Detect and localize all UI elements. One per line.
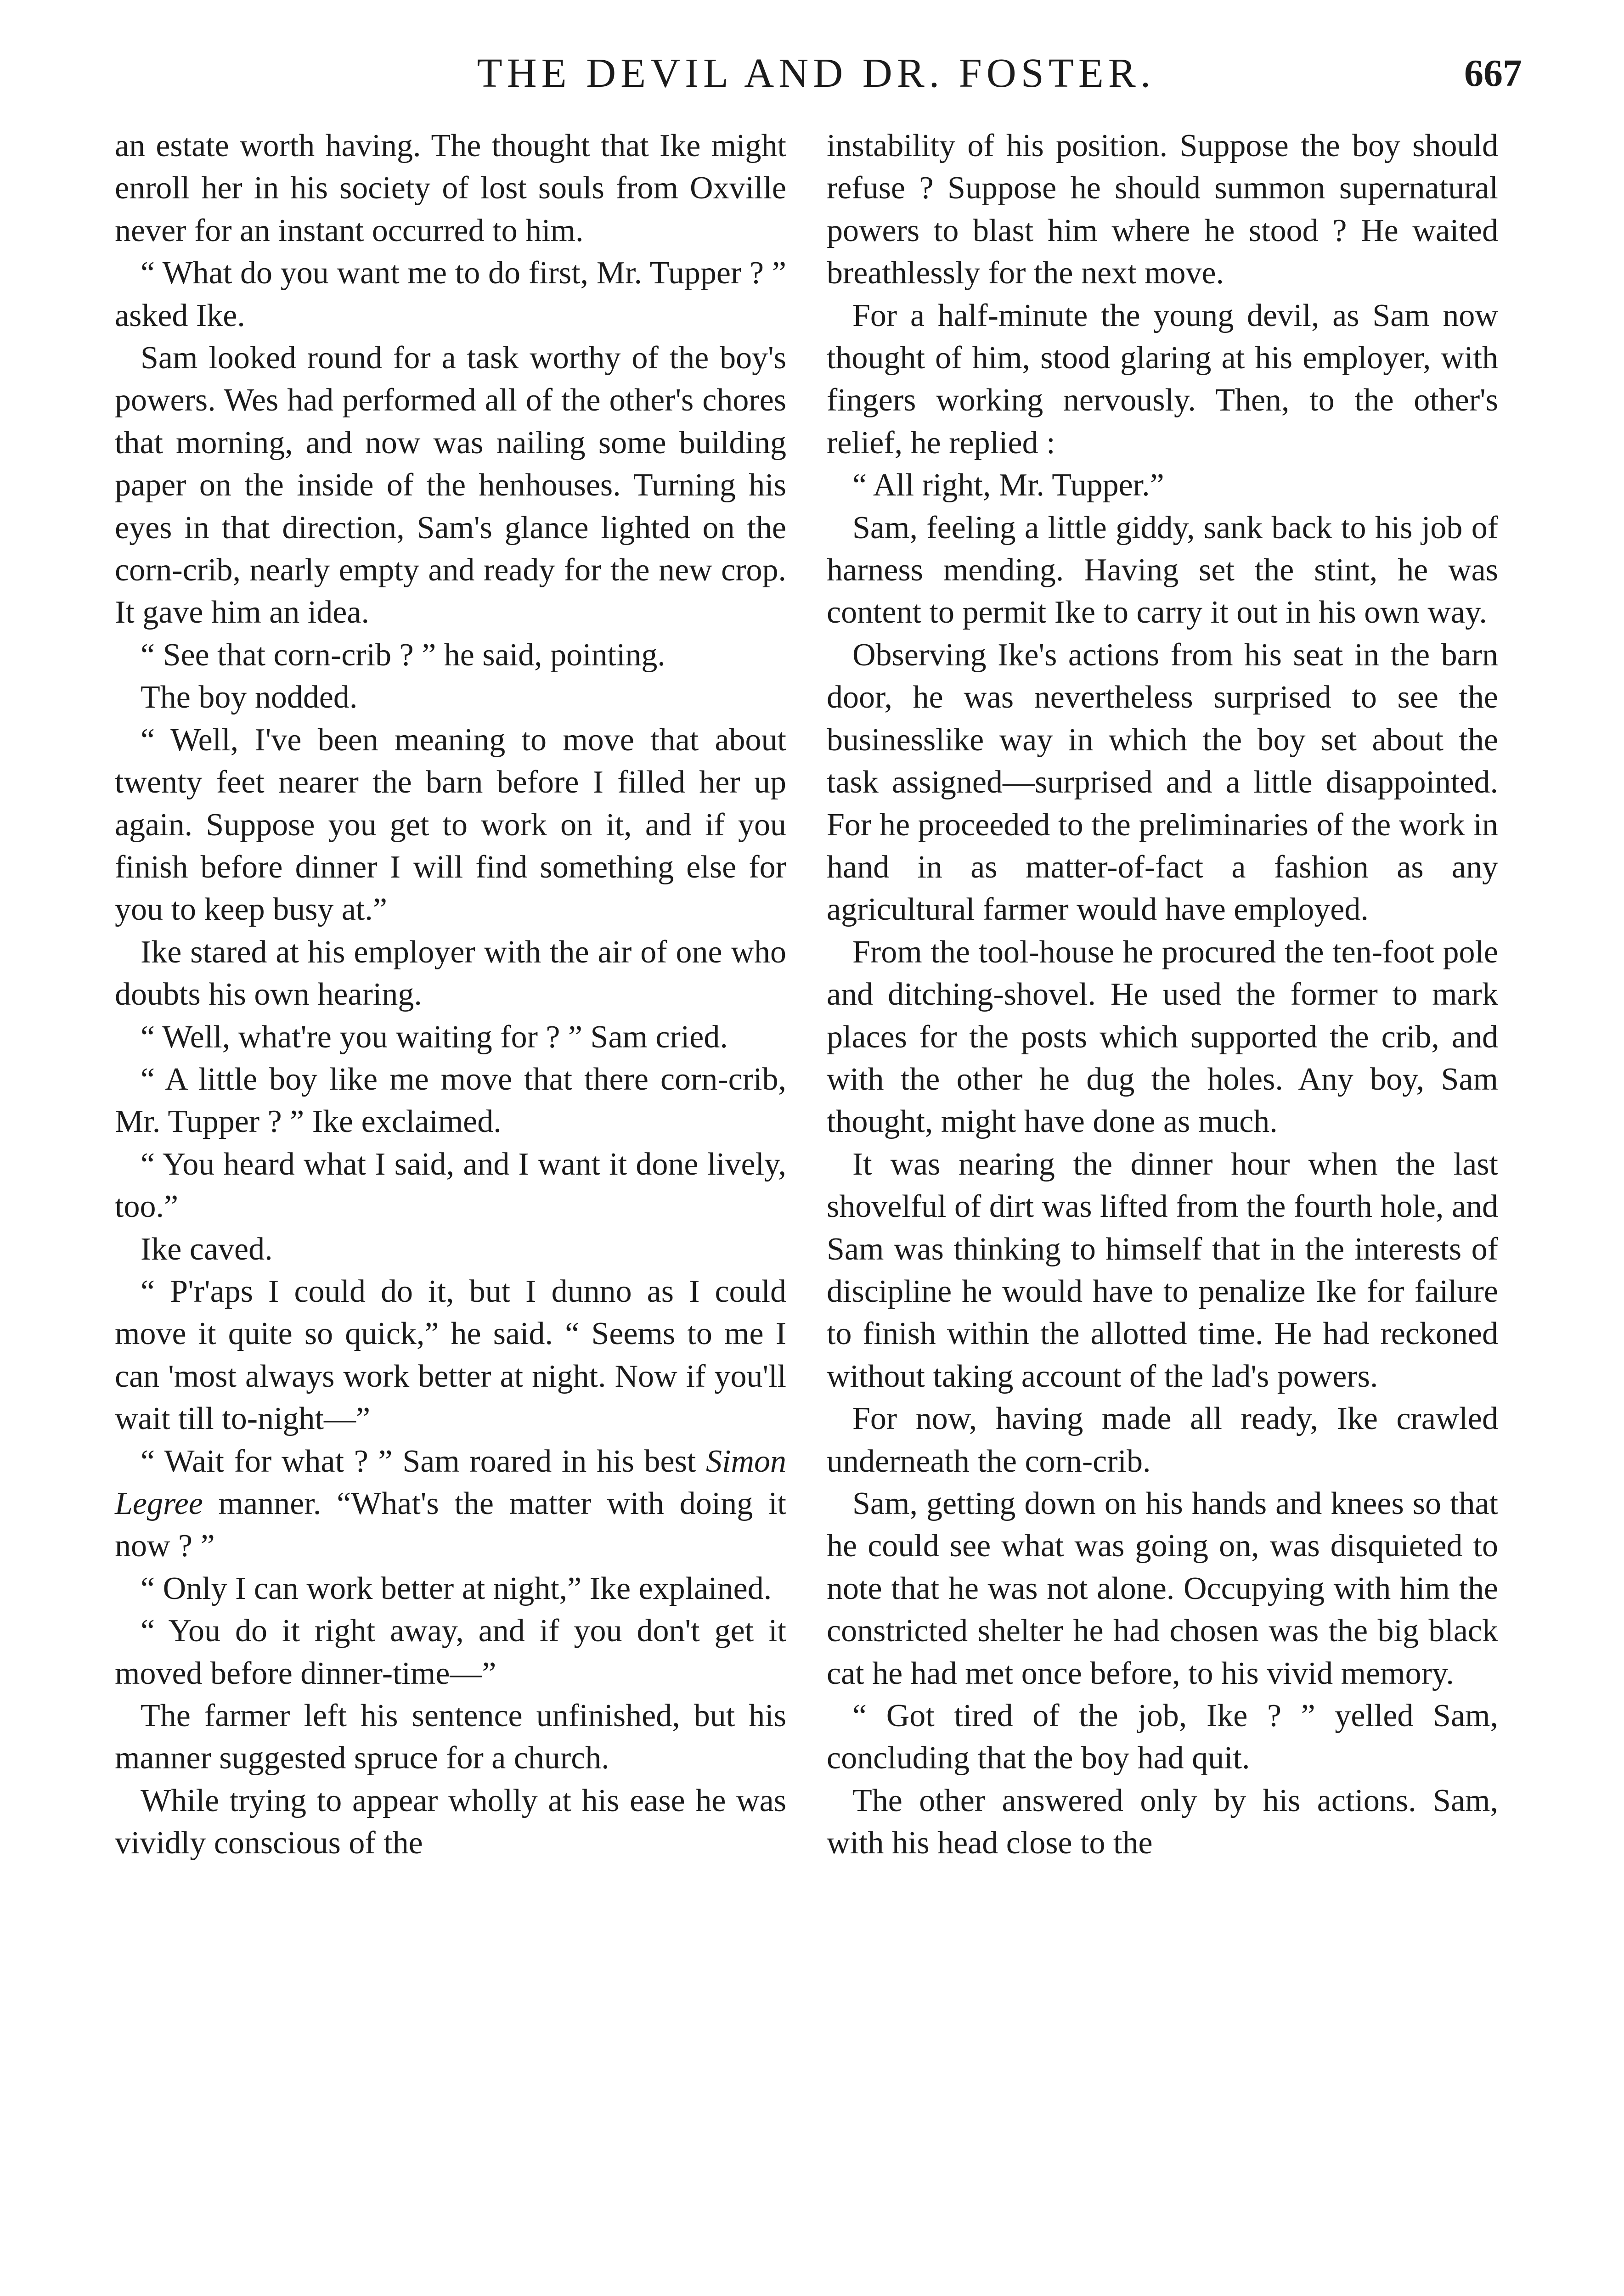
paragraph: Sam, getting down on his hands and knees so that he could see what was going on, was disquieted to note that he was not alone. Occupying with him the constricted shelter he had chosen was the big black cat he had met once before, to his vivid memory.	[827, 1486, 1498, 1691]
paragraph: Observing Ike's actions from his seat in the barn door, he was nevertheless surprised to see the businesslike way in which the boy set about the task assigned—surprised and a little disappointed. For he proceeded to the preliminaries of the work in hand in as matter-of-fact a fashion as any agricultural farmer would have employed.	[827, 637, 1498, 928]
paragraph: Sam, feeling a little giddy, sank back to his job of harness mending. Having set the stint, he was content to permit Ike to carry it out in his own way.	[827, 510, 1498, 630]
paragraph: instability of his position. Suppose the boy should refuse ? Suppose he should summon supernatural powers to blast him where he stood ? He waited breathlessly for the next move.	[827, 128, 1498, 291]
paragraph: “ All right, Mr. Tupper.”	[852, 467, 1164, 503]
paragraph: It was nearing the dinner hour when the last shovelful of dirt was lifted from the fourth hole, and Sam was thinking to himself that in the interests of discipline he would have to penalize Ike for failure to finish within the allotted time. He had reckoned without taking account of the lad's powers.	[827, 1146, 1498, 1394]
italic-name: Simon Legree	[115, 1443, 787, 1521]
paragraph: “ What do you want me to do first, Mr. Tupper ? ” asked Ike.	[115, 255, 786, 333]
paragraph: Ike stared at his employer with the air of one who doubts his own hearing.	[115, 934, 786, 1013]
paragraph: Ike caved.	[141, 1231, 273, 1267]
text-span: manner. “What's the matter with doing it now ? ”	[115, 1486, 787, 1564]
paragraph: “ Only I can work better at night,” Ike explained.	[141, 1570, 772, 1606]
paragraph: an estate worth having. The thought that Ike might enroll her in his society of lost souls from Oxville never for an instant occurred to him.	[115, 128, 786, 248]
left-column	[115, 125, 786, 1865]
text-span: “ Wait for what ? ” Sam roared in his best	[141, 1443, 696, 1479]
paragraph: “ Got tired of the job, Ike ? ” yelled Sam, concluding that the boy had quit.	[827, 1698, 1498, 1776]
paragraph: The boy nodded.	[141, 680, 358, 715]
paragraph: For now, having made all ready, Ike crawled underneath the corn-crib.	[827, 1401, 1498, 1479]
paragraph: Sam looked round for a task worthy of the boy's powers. Wes had performed all of the other's chores that morning, and now was nailing some building paper on the inside of the henhouses. Turning his eyes in that direction, Sam's glance lighted on the corn-crib, nearly empty and ready for the new crop. It gave him an idea.	[115, 340, 786, 630]
paragraph: “ A little boy like me move that there corn-crib, Mr. Tupper ? ” Ike exclaimed.	[115, 1061, 786, 1140]
paragraph: “ See that corn-crib ? ” he said, pointing.	[141, 637, 665, 673]
paragraph: While trying to appear wholly at his ease he was vividly conscious of the	[115, 1783, 786, 1861]
page-number: 667	[1464, 52, 1522, 95]
running-head	[110, 37, 1522, 110]
paragraph: “ Well, I've been meaning to move that about twenty feet nearer the barn before I filled her up again. Suppose you get to work on it, and if you finish before dinner I will find something else for you to keep busy at.”	[115, 722, 786, 928]
paragraph: For a half-minute the young devil, as Sam now thought of him, stood glaring at his employer, with fingers working nervously. Then, to the other's relief, he replied :	[827, 298, 1498, 461]
paragraph: “ P'r'aps I could do it, but I dunno as I could move it quite so quick,” he said. “ Seems to me I can 'most always work better at night. Now if you'll wait till to-night—”	[115, 1273, 786, 1437]
paragraph: “ Well, what're you waiting for ? ” Sam cried.	[141, 1019, 728, 1055]
paragraph	[115, 1441, 786, 1568]
paragraph: From the tool-house he procured the ten-foot pole and ditching-shovel. He used the former to mark places for the posts which supported the crib, and with the other he dug the holes. Any boy, Sam thought, might have done as much.	[827, 934, 1498, 1140]
header-title: THE DEVIL AND DR. FOSTER.	[477, 51, 1156, 96]
paragraph: The other answered only by his actions. Sam, with his head close to the	[827, 1783, 1498, 1861]
paragraph: “ You heard what I said, and I want it done lively, too.”	[115, 1146, 786, 1225]
paragraph: “ You do it right away, and if you don't get it moved before dinner-time—”	[115, 1613, 786, 1691]
right-column	[827, 125, 1498, 1865]
paragraph: The farmer left his sentence unfinished, but his manner suggested spruce for a church.	[115, 1698, 786, 1776]
